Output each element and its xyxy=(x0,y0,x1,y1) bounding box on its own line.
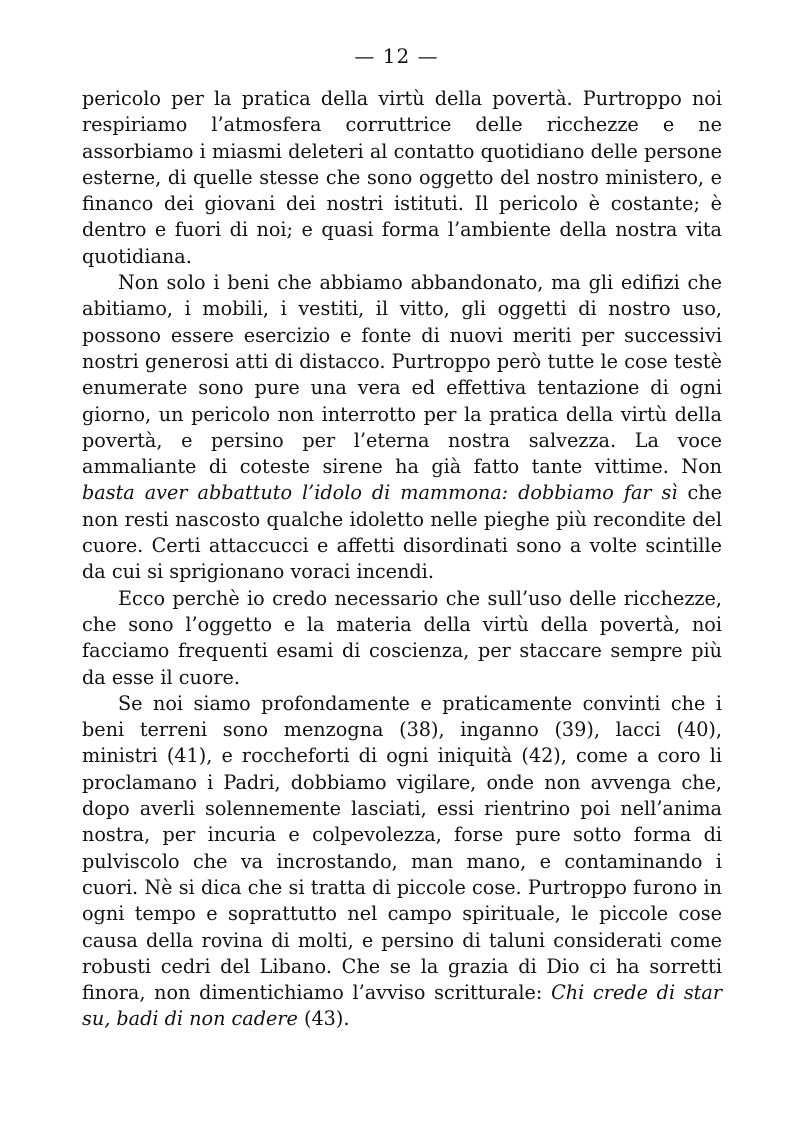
paragraph-4-text-b: (43). xyxy=(297,1007,350,1031)
paragraph-1-text: pericolo per la pratica della virtù della povertà. Purtroppo noi respiriamo l’atmosfera corruttrice delle ricchezze e ne assorbiamo i miasmi deleteri al contatto quotidiano delle persone esterne, di quelle stesse che sono oggetto del nostro ministero, e financo dei giovani dei nostri istituti. Il pericolo è costante; è dentro e fuori di noi; e quasi forma l’ambiente della nostra vita quotidiana. xyxy=(82,87,722,268)
paragraph-3-text: Ecco perchè io credo necessario che sull’uso delle ricchezze, che sono l’oggetto e la materia della virtù della povertà, noi facciamo frequenti esami di coscienza, per staccare sempre più da esse il cuore. xyxy=(82,586,722,689)
paragraph-4-italic-quote: Chi crede di star su, badi di non cadere xyxy=(82,981,722,1031)
paragraph-2-italic-quote: basta aver abbattuto l’idolo di mammona: dobbiamo far sì xyxy=(82,481,678,505)
paragraph-2-text-b: che non resti nascosto qualche idoletto nelle pieghe più recondite del cuore. Certi attaccucci e affetti disordinati sono a volte scintille da cui si sprigionano voraci incendi. xyxy=(82,481,723,584)
body-text xyxy=(82,86,722,1033)
paragraph-4-text-a: Se noi siamo profondamente e praticamente convinti che i beni terreni sono menzogna (38), inganno (39), lacci (40), ministri (41), e roccheforti di ogni iniquità (42), come a coro li proclamano i Padri, dobbiamo vigilare, onde non avvenga che, dopo averli solennemente lasciati, essi rientrino poi nell’anima nostra, per incuria e colpevolezza, forse pure sotto forma di pulviscolo che va incrostando, man mano, e contaminando i cuori. Nè si dica che si tratta di piccole cose. Purtroppo furono in ogni tempo e soprattutto nel campo spirituale, le piccole cose causa della rovina di molti, e persino di taluni considerati come robusti cedri del Libano. Che se la grazia di Dio ci ha sorretti finora, non dimentichiamo l’avviso scritturale: xyxy=(82,691,722,1005)
paragraph-2-text-a: Non solo i beni che abbiamo abbandonato, ma gli edifizi che abitiamo, i mobili, i vestiti, il vitto, gli oggetti di nostro uso, possono essere esercizio e fonte di nuovi meriti per successivi nostri generosi atti di distacco. Purtroppo però tutte le cose testè enumerate sono pure una vera ed effettiva tentazione di ogni giorno, un pericolo non interrotto per la pratica della virtù della povertà, e persino per l’eterna nostra salvezza. La voce ammaliante di coteste sirene ha già fatto tante vittime. Non xyxy=(82,271,722,479)
paragraph-4 xyxy=(82,691,722,1033)
paragraph-1 xyxy=(82,86,722,270)
page-number: — 12 — xyxy=(354,44,439,68)
paragraph-3 xyxy=(82,586,722,691)
paragraph-2 xyxy=(82,270,722,586)
